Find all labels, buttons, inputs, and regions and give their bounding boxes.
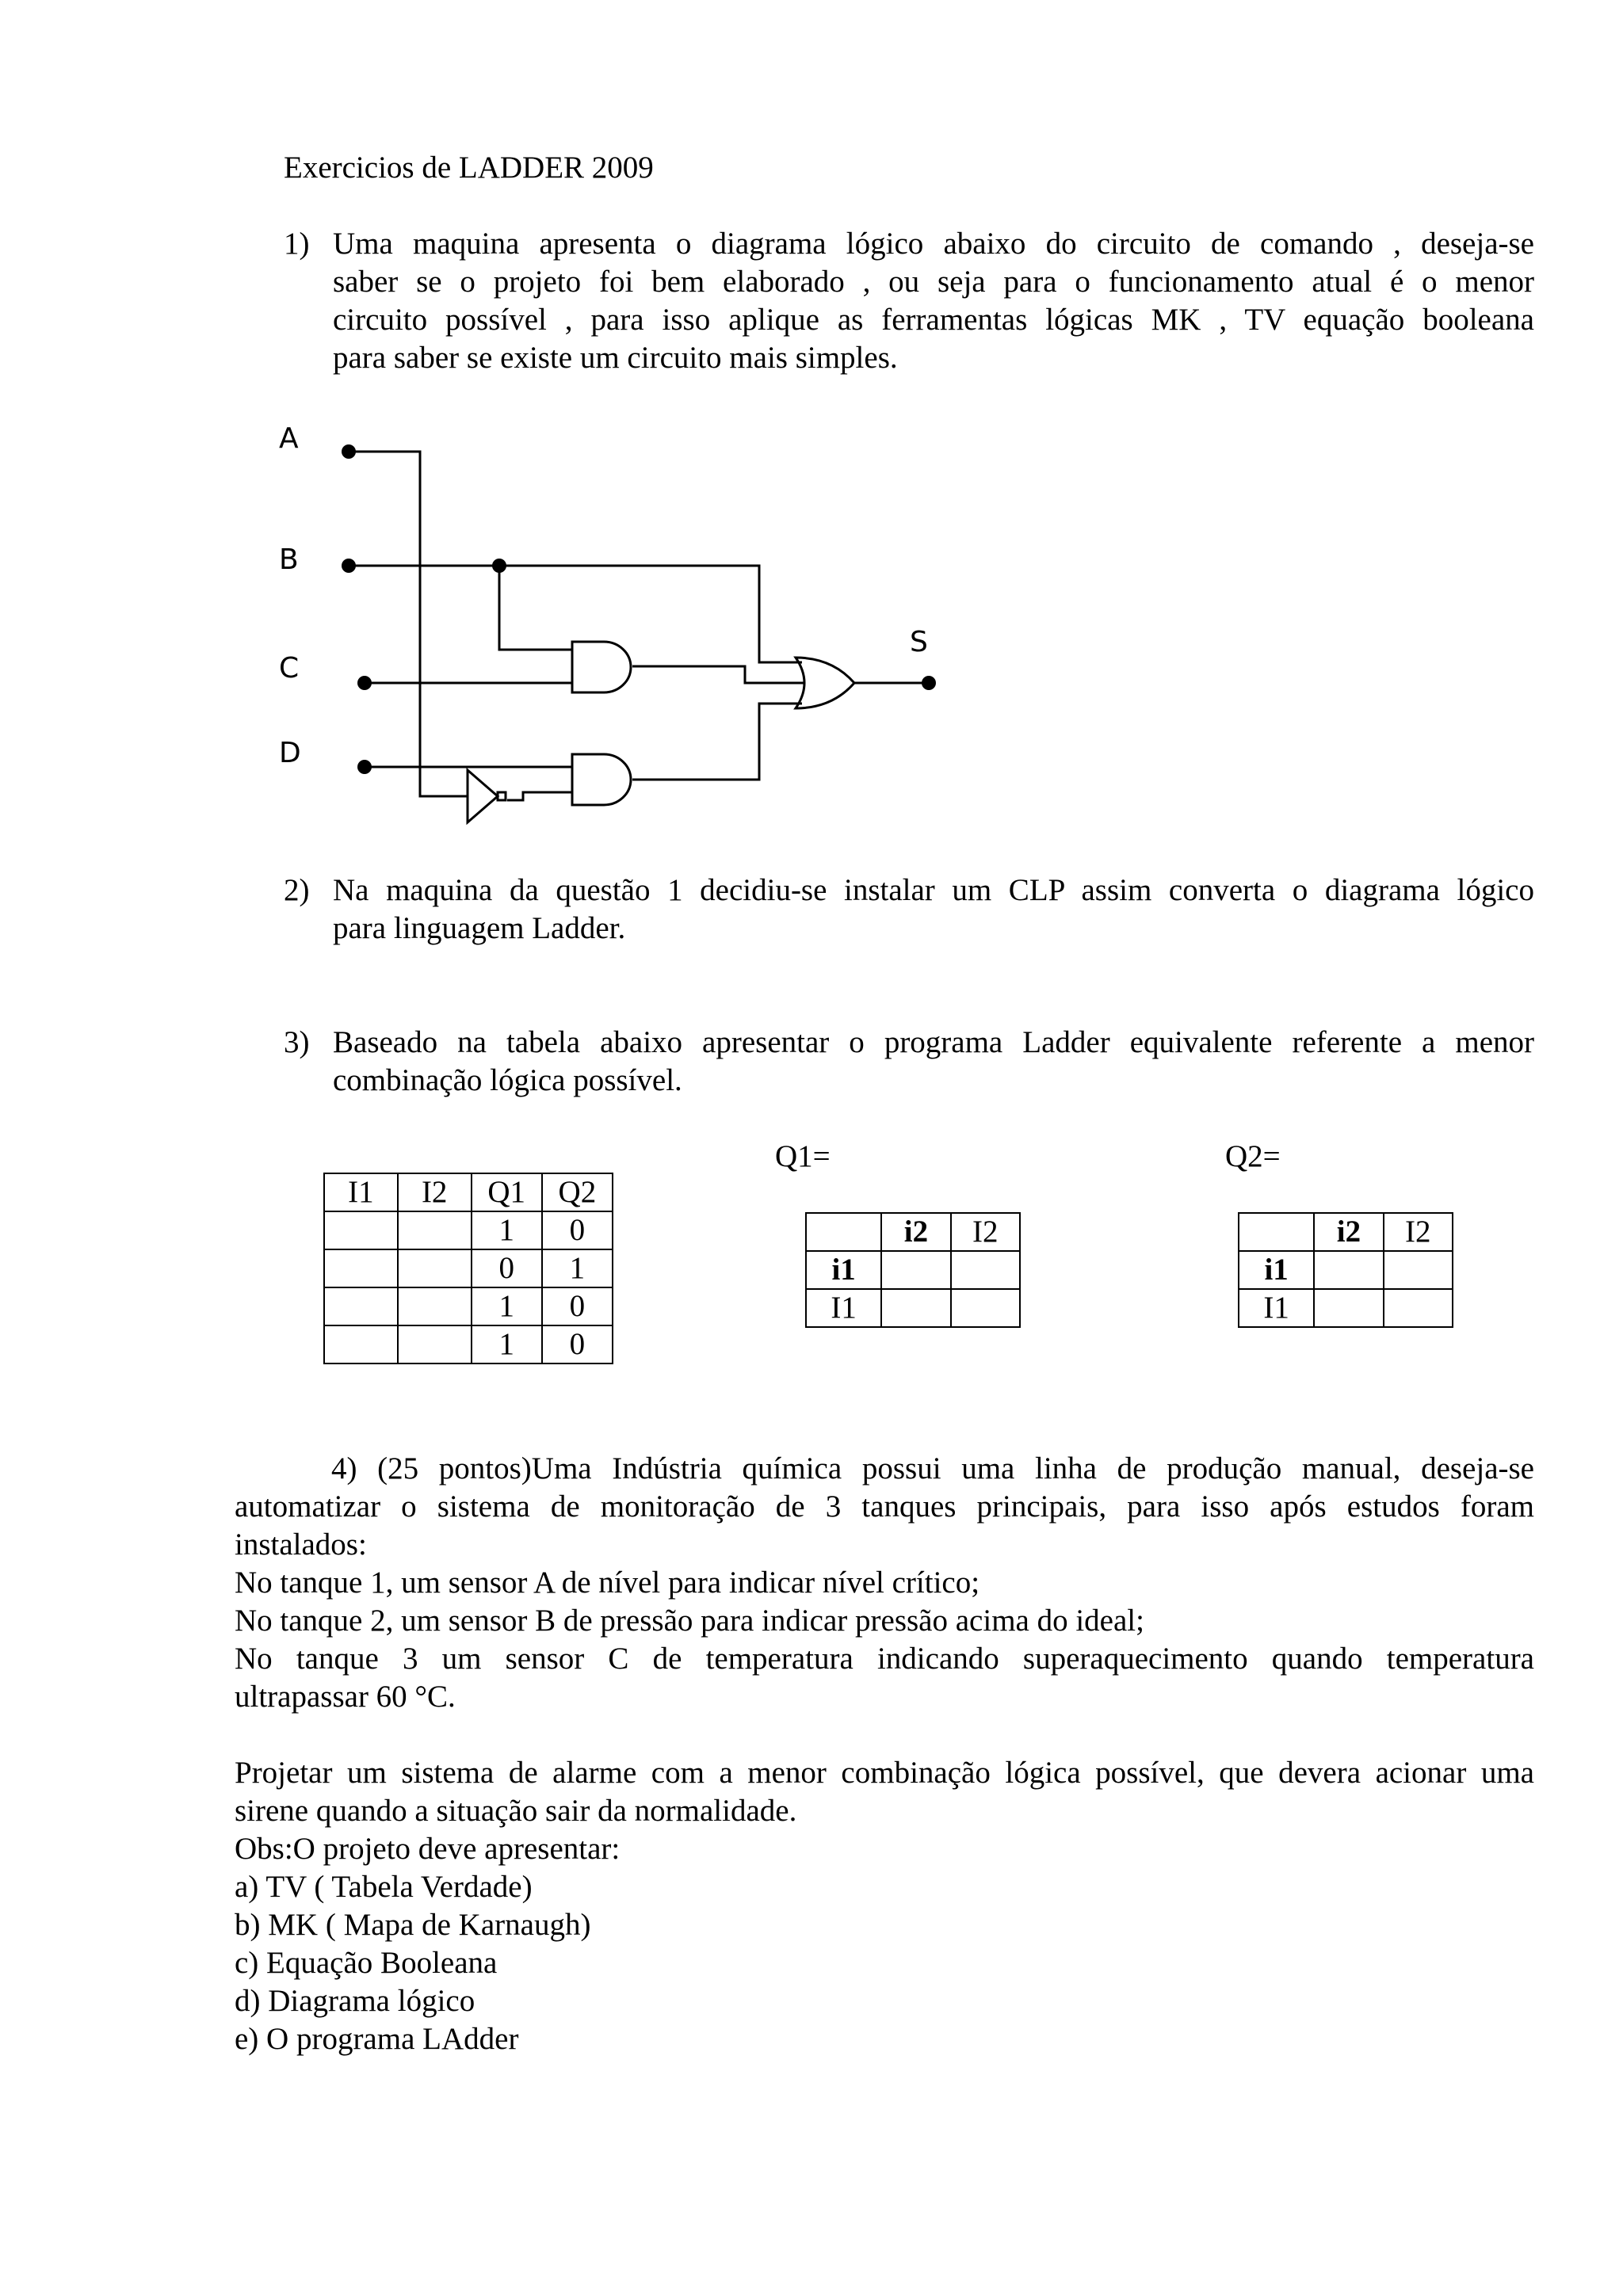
table-row	[324, 1287, 613, 1325]
output-label-s: S	[910, 626, 928, 658]
and-gate-2	[572, 754, 631, 805]
truth-table	[323, 1173, 613, 1364]
q1-line: Uma maquina apresenta o diagrama lógico abaixo do circuito de comando , deseja-se	[333, 227, 1534, 261]
table-cell	[324, 1287, 398, 1325]
table-cell: 0	[542, 1325, 613, 1363]
karnaugh-map-q2	[1238, 1212, 1453, 1328]
table-row	[324, 1325, 613, 1363]
q3-line: Baseado na tabela abaixo apresentar o programa Ladder equivalente referente a menor	[333, 1025, 1534, 1059]
q4-spacer	[235, 1716, 1534, 1754]
q4-task-line: Projetar um sistema de alarme com a menor combinação lógica possível, que devera acionar uma	[235, 1756, 1534, 1790]
q1-line: circuito possível , para isso aplique as ferramentas lógicas MK , TV equação booleana	[333, 303, 1534, 337]
not-gate	[468, 770, 498, 822]
karnaugh-row	[806, 1289, 1020, 1327]
karnaugh-col-header: i2	[1314, 1213, 1383, 1251]
node-b-junction	[492, 559, 506, 573]
or-gate	[796, 658, 854, 708]
node-b	[342, 559, 356, 573]
q4-line: automatizar o sistema de monitoração de 3 tanques principais, para isso após estudos foram	[235, 1489, 1534, 1524]
node-c	[357, 676, 372, 690]
table-row	[324, 1249, 613, 1287]
table-cell	[398, 1287, 472, 1325]
karnaugh-cell	[1314, 1289, 1383, 1327]
q1-line: para saber se existe um circuito mais simples.	[333, 341, 898, 375]
table-header: I1	[324, 1173, 398, 1211]
karnaugh-label-q1: Q1=	[775, 1139, 831, 1173]
wire-b	[349, 566, 802, 662]
q3-line: combinação lógica possível.	[333, 1063, 682, 1097]
table-cell	[324, 1325, 398, 1363]
q4-item: a) TV ( Tabela Verdade)	[235, 1870, 533, 1904]
table-cell: 1	[472, 1287, 542, 1325]
karnaugh-corner	[806, 1213, 881, 1251]
karnaugh-row	[806, 1251, 1020, 1289]
karnaugh-map-q1	[805, 1212, 1021, 1328]
node-a	[342, 444, 356, 459]
q4-line: No tanque 1, um sensor A de nível para indicar nível crítico;	[235, 1566, 980, 1600]
table-row	[324, 1211, 613, 1249]
karnaugh-cell	[1314, 1251, 1383, 1289]
karnaugh-cell	[951, 1289, 1020, 1327]
wire-and2-out	[632, 704, 802, 780]
table-header: Q2	[542, 1173, 613, 1211]
karnaugh-col-header: I2	[951, 1213, 1020, 1251]
table-cell	[324, 1249, 398, 1287]
table-cell: 0	[542, 1211, 613, 1249]
karnaugh-row-header: I1	[1239, 1289, 1314, 1327]
q4-item: c) Equação Booleana	[235, 1946, 498, 1980]
page-title: Exercicios de LADDER 2009	[284, 151, 654, 185]
karnaugh-header-row	[1239, 1213, 1453, 1251]
karnaugh-row	[1239, 1289, 1453, 1327]
input-label-c: C	[279, 652, 300, 685]
table-cell	[398, 1249, 472, 1287]
q1-line: saber se o projeto foi bem elaborado , ou seja para o funcionamento atual é o menor	[333, 265, 1534, 299]
q2-text	[333, 871, 1534, 948]
wire-not-out	[507, 792, 572, 800]
not-bubble	[498, 792, 506, 800]
q4-line: No tanque 2, um sensor B de pressão para indicar pressão acima do ideal;	[235, 1604, 1144, 1638]
karnaugh-corner	[1239, 1213, 1314, 1251]
wire-b-branch	[499, 566, 572, 650]
q4-obs: Obs:O projeto deve apresentar:	[235, 1832, 621, 1866]
karnaugh-row	[1239, 1251, 1453, 1289]
table-cell	[324, 1211, 398, 1249]
karnaugh-cell	[951, 1251, 1020, 1289]
q4-item: d) Diagrama lógico	[235, 1984, 475, 2018]
q1-text	[333, 225, 1534, 377]
table-cell: 0	[472, 1249, 542, 1287]
q4-line: ultrapassar 60 °C.	[235, 1680, 456, 1714]
karnaugh-cell	[1384, 1289, 1453, 1327]
q4-text	[235, 1450, 1534, 2058]
karnaugh-row-header: I1	[806, 1289, 881, 1327]
q4-line: instalados:	[235, 1527, 367, 1562]
table-cell	[398, 1325, 472, 1363]
table-cell: 1	[542, 1249, 613, 1287]
karnaugh-col-header: i2	[881, 1213, 950, 1251]
q2-number: 2)	[284, 873, 310, 907]
karnaugh-col-header: I2	[1384, 1213, 1453, 1251]
q2-line: Na maquina da questão 1 decidiu-se instalar um CLP assim converta o diagrama lógico	[333, 873, 1534, 907]
q4-item: e) O programa LAdder	[235, 2022, 519, 2056]
table-cell	[398, 1211, 472, 1249]
q3-number: 3)	[284, 1025, 310, 1059]
table-cell: 1	[472, 1211, 542, 1249]
q3-text	[333, 1024, 1534, 1100]
karnaugh-cell	[881, 1289, 950, 1327]
q4-line: 4) (25 pontos)Uma Indústria química possui uma linha de produção manual, deseja-se	[331, 1451, 1534, 1486]
karnaugh-cell	[881, 1251, 950, 1289]
input-label-b: B	[279, 543, 299, 576]
table-header-row	[324, 1173, 613, 1211]
karnaugh-row-header: i1	[1239, 1251, 1314, 1289]
node-s	[922, 676, 936, 690]
q4-task-line: sirene quando a situação sair da normalidade.	[235, 1794, 797, 1828]
input-label-a: A	[279, 422, 299, 455]
and-gate-1	[572, 642, 631, 692]
table-cell: 1	[472, 1325, 542, 1363]
table-header: Q1	[472, 1173, 542, 1211]
q4-line: No tanque 3 um sensor C de temperatura indicando superaquecimento quando temperatura	[235, 1642, 1534, 1676]
karnaugh-header-row	[806, 1213, 1020, 1251]
karnaugh-label-q2: Q2=	[1225, 1139, 1281, 1173]
wire-a	[349, 452, 468, 796]
table-header: I2	[398, 1173, 472, 1211]
wire-and1-out	[632, 666, 805, 683]
table-cell: 0	[542, 1287, 613, 1325]
karnaugh-cell	[1384, 1251, 1453, 1289]
circuit-svg	[0, 0, 1623, 871]
q1-number: 1)	[284, 227, 310, 261]
q4-item: b) MK ( Mapa de Karnaugh)	[235, 1908, 591, 1942]
karnaugh-row-header: i1	[806, 1251, 881, 1289]
input-label-d: D	[279, 737, 301, 769]
node-d	[357, 760, 372, 774]
q2-line: para linguagem Ladder.	[333, 911, 626, 945]
